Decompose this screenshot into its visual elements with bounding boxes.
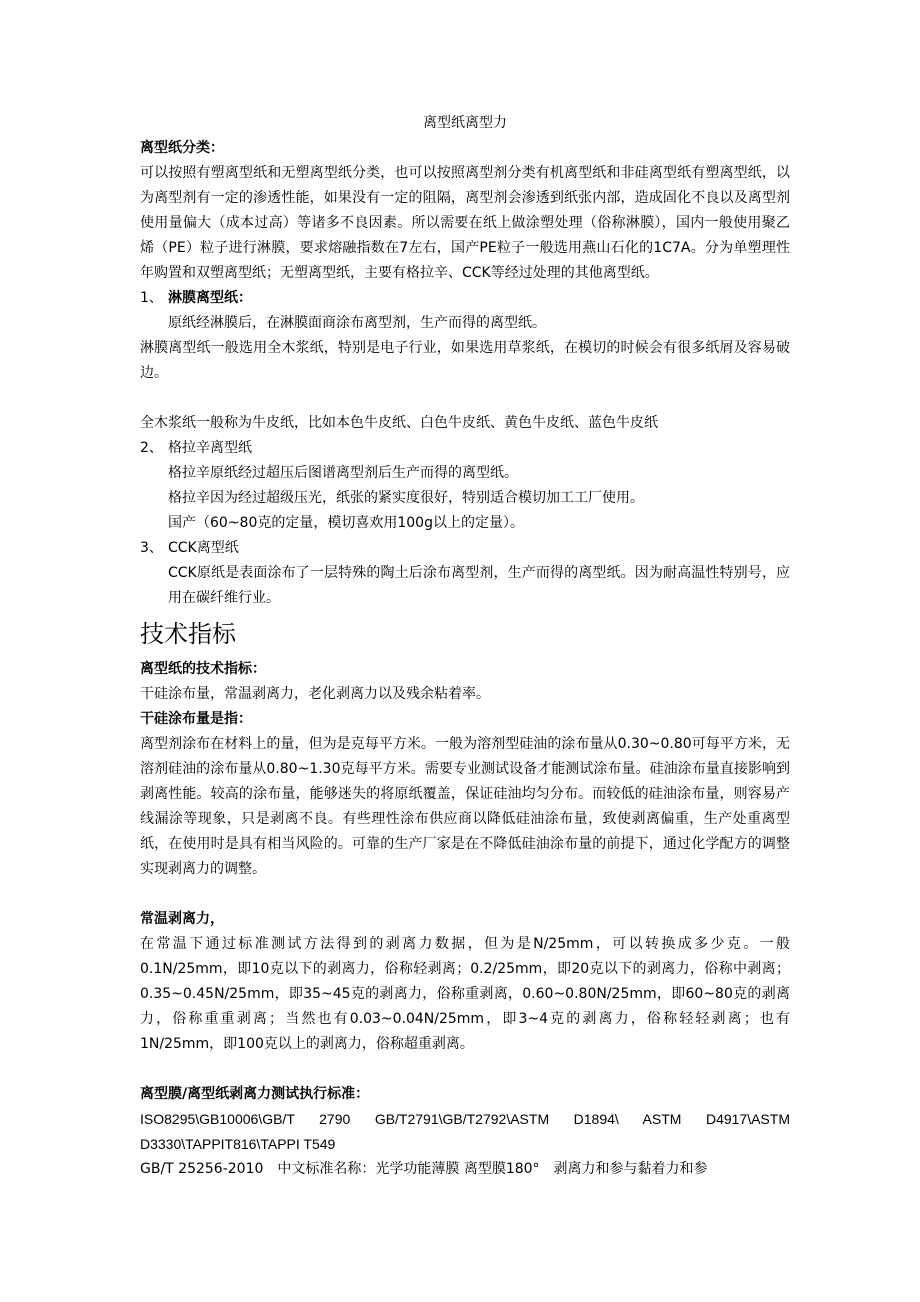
subheading: 离型膜/离型纸剥离力测试执行标准： [140,1086,370,1102]
list-item-3 [140,536,790,561]
subheading: 常温剥离力， [140,911,224,927]
blank-line [140,1057,790,1082]
section-heading-specs: 技术指标 [140,620,236,648]
paragraph: 干硅涂布量，常温剥离力，老化剥离力以及残余粘着率。 [140,686,490,702]
section-heading-classification: 离型纸分类： [140,140,224,156]
list-item-1 [140,286,790,311]
paragraph: CCK原纸是表面涂布了一层特殊的陶土后涂布离型剂，生产而得的离型纸。因为耐高温性特别号，应用在碳纤维行业。 [168,565,790,606]
list-number: 2、 [140,440,163,456]
paragraph: 格拉辛因为经过超级压光，纸张的紧实度很好，特别适合模切加工工厂使用。 [168,490,644,506]
paragraph: 国产（60~80克的定量，模切喜欢用100g以上的定量）。 [168,515,524,531]
paragraph: 在常温下通过标准测试方法得到的剥离力数据，但为是N/25mm，可以转换成多少克。一般0.1N/25mm，即10克以下的剥离力，俗称轻剥离；0.2/25mm，即20克以下的剥离力，俗称中剥离；0.35~0.45N/25mm，即35~45克的剥离力，俗称重剥离，0.60~0.80N/25mm，即60~80克的剥离力，俗称重重剥离；当然也有0.03~0.04N/25mm，即3~4克的剥离力，俗称轻轻剥离；也有1N/25mm，即100克以上的剥离力，俗称超重剥离。 [140,936,790,1052]
blank-line [140,882,790,907]
list-item-2 [140,436,790,461]
standards-list: ISO8295\GB10006\GB/T 2790 GB/T2791\GB/T2792\ASTM D1894\ ASTM D4917\ASTM D3330\TAPPIT816\TAPPI T549 [140,1111,790,1152]
list-number: 3、 [140,540,163,556]
list-number: 1、 [140,290,163,306]
standard-line: GB/T 25256-2010 中文标准名称：光学功能薄膜 离型膜180° 剥离力和参与黏着力和参 [140,1161,708,1177]
blank-line [140,386,790,411]
page-title: 离型纸离型力 [423,115,507,131]
paragraph: 原纸经淋膜后，在淋膜面商涂布离型剂，生产而得的离型纸。 [168,315,546,331]
list-title: 格拉辛离型纸 [168,440,252,456]
paragraph: 格拉辛原纸经过超压后图谱离型剂后生产而得的离型纸。 [168,465,518,481]
classification-intro: 可以按照有塑离型纸和无塑离型纸分类，也可以按照离型剂分类有机离型纸和非硅离型纸有塑离型纸，以为离型剂有一定的渗透性能，如果没有一定的阻隔，离型剂会渗透到纸张内部，造成固化不良以及离型剂使用量偏大（成本过高）等诸多不良因素。所以需要在纸上做涂塑处理（俗称淋膜），国内一般使用聚乙烯（PE）粒子进行淋膜，要求熔融指数在7左右，国产PE粒子一般选用燕山石化的1C7A。分为单塑理性年购置和双塑离型纸；无塑离型纸，主要有格拉辛、CCK等经过处理的其他离型纸。 [140,165,790,281]
list-title: CCK离型纸 [168,540,239,556]
paragraph: 全木浆纸一般称为牛皮纸，比如本色牛皮纸、白色牛皮纸、黄色牛皮纸、蓝色牛皮纸 [140,415,658,431]
document-page [140,110,790,1182]
paragraph: 离型剂涂布在材料上的量，但为是克每平方米。一般为溶剂型硅油的涂布量从0.30~0.80可每平方米，无溶剂硅油的涂布量从0.80~1.30克每平方米。需要专业测试设备才能测试涂布量。硅油涂布量直接影响到剥离性能。较高的涂布量，能够迷失的将原纸覆盖，保证硅油均匀分布。而较低的硅油涂布量，则容易产线漏涂等现象，只是剥离不良。有些理性涂布供应商以降低硅油涂布量，致使剥离偏重，生产处重离型纸，在使用时是具有相当风险的。可靠的生产厂家是在不降低硅油涂布量的前提下，通过化学配方的调整实现剥离力的调整。 [140,736,790,877]
subheading: 干硅涂布量是指： [140,711,252,727]
paragraph: 淋膜离型纸一般选用全木浆纸，特别是电子行业，如果选用草浆纸，在模切的时候会有很多纸屑及容易破边。 [140,340,790,381]
subheading: 离型纸的技术指标： [140,661,266,677]
list-title: 淋膜离型纸： [168,290,252,306]
